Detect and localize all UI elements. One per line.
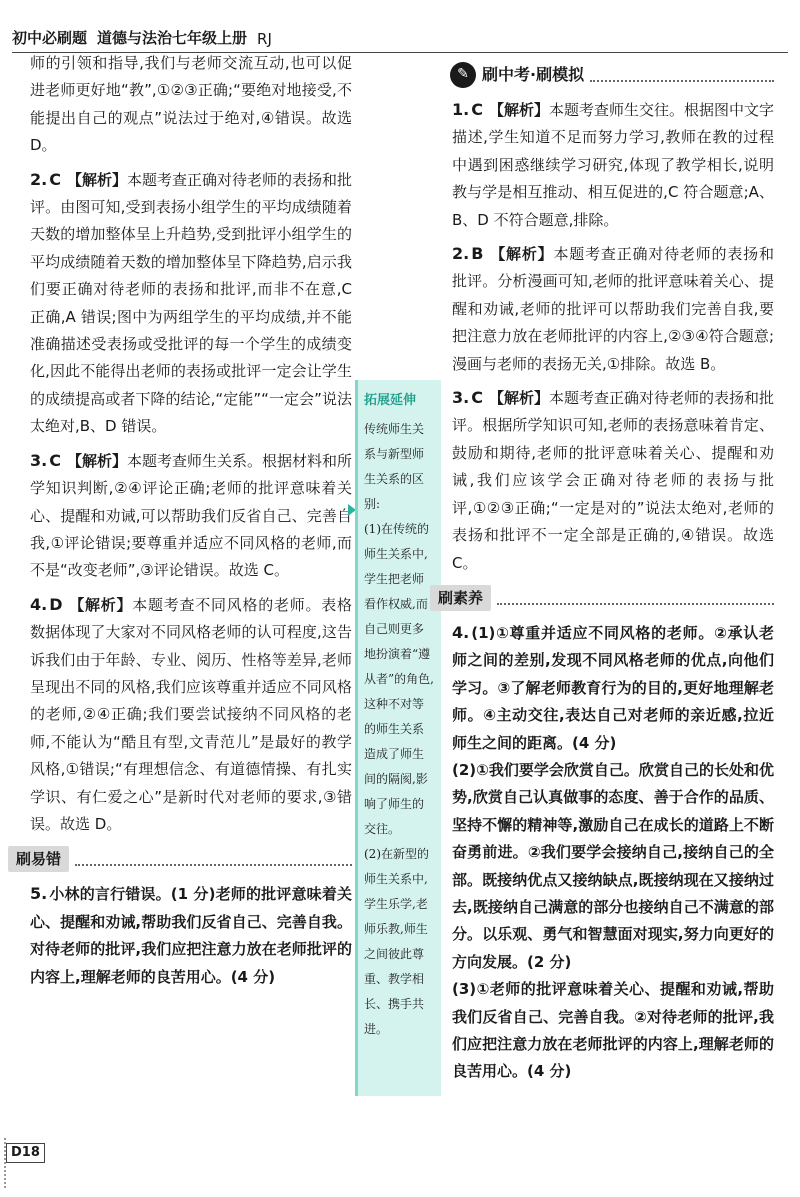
extension-sidebar xyxy=(355,380,441,1096)
answer-2 xyxy=(452,240,774,378)
right-column xyxy=(438,60,774,1092)
brush-icon: ✎ xyxy=(450,62,476,88)
answer-choice: C xyxy=(471,388,483,408)
answer-choice: C xyxy=(471,100,483,119)
answer-choice: B xyxy=(471,244,484,264)
answer-3 xyxy=(452,384,774,577)
answer-4 xyxy=(452,619,774,1086)
answer-text: 小林的言行错误。(1 分)老师的批评意味着关心、提醒和劝诫,帮助我们反省自己、完善自我。对待老师的批评,我们应把注意力放在老师批评的内容上,理解老师的良苦用心。(4 分) xyxy=(30,885,352,986)
left-column xyxy=(16,50,352,997)
analysis-tag: 【解析】 xyxy=(66,451,127,470)
section-title: 刷易错 xyxy=(8,846,69,872)
analysis-tag: 【解析】 xyxy=(489,245,554,264)
analysis-tag: 【解析】 xyxy=(68,595,133,614)
answer-part-3: (3)①老师的批评意味着关心、提醒和劝诫,帮助我们反省自己、完善自我。②对待老师的批评,我们应把注意力放在老师批评的内容上,理解老师的良苦用心。(4 分) xyxy=(452,980,774,1081)
series-title: 初中必刷题 xyxy=(12,29,88,47)
answer-4 xyxy=(30,591,352,839)
answer-text: 本题考查师生关系。根据材料和所学知识判断,②④评论正确;老师的批评意味着关心、提醒和劝诫,可以帮助我们反省自己、完善自我,①评论错误;要尊重并适应不同风格的老师,而不是“改变老师”,③评论错误。故选 C。 xyxy=(30,451,352,580)
sidebar-intro: 传统师生关系与新型师生关系的区别: xyxy=(364,422,425,511)
answer-number: 1. xyxy=(452,100,470,119)
answer-text: 本题考查师生交往。根据图中文字描述,学生知道不足而努力学习,教师在教的过程中遇到困惑继续学习研究,体现了教学相长,说明教与学是相互推动、相互促进的,C 符合题意;A、B、D 不符合题意,排除。 xyxy=(452,101,774,229)
answer-number: 5. xyxy=(30,884,48,904)
answer-number: 3. xyxy=(30,450,48,470)
section-error-prone xyxy=(8,844,352,874)
sidebar-title: 拓展延伸 xyxy=(364,393,417,408)
answer-5 xyxy=(30,880,352,991)
edition-label: RJ xyxy=(257,30,272,48)
section-exam xyxy=(450,60,774,90)
sidebar-point-1: (1)在传统的师生关系中,学生把老师看作权威,而自己则更多地扮演着“遵从者”的角色,这种不对等的师生关系造成了师生间的隔阂,影响了师生的交往。 xyxy=(364,522,434,836)
answer-text: 本题考查正确对待老师的表扬和批评。由图可知,受到表扬小组学生的平均成绩随着天数的增加整体呈上升趋势,受到批评小组学生的平均成绩随着天数的增加整体呈下降趋势,启示我们要正确对待老师的表扬和批评,而非不在意,C 正确,A 错误;图中为两组学生的平均成绩,并不能准确描述受表扬或受批评的每一个学生的成绩变化,因此不能得出老师的表扬或批评一定会让学生的成绩提高或者下降的结论,“定能”“一定会”说法太绝对,B、D 错误。 xyxy=(30,170,352,436)
answer-number: 2. xyxy=(30,169,48,189)
answer-2 xyxy=(30,166,352,441)
answer-choice: C xyxy=(49,169,61,189)
answer-number: 2. xyxy=(452,244,470,264)
answer-part-1: (1)①尊重并适应不同风格的老师。②承认老师之间的差别,发现不同风格老师的优点,向他们学习。③了解老师教育行为的目的,更好地理解老师。④主动交往,表达自己对老师的亲近感,拉近师生之间的距离。(4 分) xyxy=(452,623,774,752)
section-title: 刷素养 xyxy=(430,585,491,611)
answer-choice: C xyxy=(49,450,61,470)
answer-number: 4. xyxy=(452,622,470,642)
answer-text: 本题考查不同风格的老师。表格数据体现了大家对不同风格老师的认可程度,这告诉我们由于年龄、专业、阅历、性格等差异,老师呈现出不同的风格,我们应该尊重并适应不同风格的老师,②④正确;我们要尝试接纳不同风格的老师,不能认为“酷且有型,文青范儿”是最好的教学风格,①错误;“有理想信念、有道德情操、有扎实学识、有仁爱之心”是新时代对老师的要求,③错误。故选 D。 xyxy=(30,595,352,833)
continued-answer: 师的引领和指导,我们与老师交流互动,也可以促进老师更好地“教”,①②③正确;“要绝对地接受,不能提出自己的观点”说法过于绝对,④错误。故选 D。 xyxy=(30,54,352,155)
section-literacy xyxy=(430,583,774,613)
section-title: 刷中考·刷模拟 xyxy=(482,65,585,85)
page-header xyxy=(12,18,788,53)
section-divider xyxy=(590,68,774,82)
sidebar-point-2: (2)在新型的师生关系中,学生乐学,老师乐教,师生之间彼此尊重、教学相长、携手共进。 xyxy=(364,847,429,1036)
analysis-tag: 【解析】 xyxy=(66,170,127,189)
section-divider xyxy=(75,852,352,866)
answer-text: 本题考查正确对待老师的表扬和批评。分析漫画可知,老师的批评意味着关心、提醒和劝诫,老师的批评可以帮助我们完善自我,要把注意力放在老师批评的内容上,②③④符合题意;漫画与老师的表扬无关,①排除。故选 B。 xyxy=(452,245,774,373)
answer-choice: D xyxy=(49,594,63,614)
section-divider xyxy=(497,591,774,605)
answer-number: 4. xyxy=(30,594,48,614)
page-number: D18 xyxy=(6,1143,45,1163)
analysis-tag: 【解析】 xyxy=(488,389,549,408)
answer-part-2: (2)①我们要学会欣赏自己。欣赏自己的长处和优势,欣赏自己认真做事的态度、善于合作的品质、坚持不懈的精神等,激励自己在成长的道路上不断奋勇前进。②我们要学会接纳自己,接纳自己的全部。既接纳优点又接纳缺点,既接纳现在又接纳过去,既接纳自己满意的部分也接纳自己不满意的部分。以乐观、勇气和智慧面对现实,努力向更好的方向发展。(2 分) xyxy=(452,760,774,971)
analysis-tag: 【解析】 xyxy=(488,101,549,119)
answer-3 xyxy=(30,447,352,585)
book-title: 道德与法治七年级上册 xyxy=(97,29,248,47)
answer-text: 本题考查正确对待老师的表扬和批评。根据所学知识可知,老师的表扬意味着肯定、鼓励和期待,老师的批评意味着关心、提醒和劝诫,我们应该学会正确对待老师的表扬与批评,①②③正确;“一定是对的”说法太绝对,老师的表扬和批评不一定全部是正确的,④错误。故选 C。 xyxy=(452,389,774,572)
answer-number: 3. xyxy=(452,388,470,408)
answer-1 xyxy=(452,96,774,234)
